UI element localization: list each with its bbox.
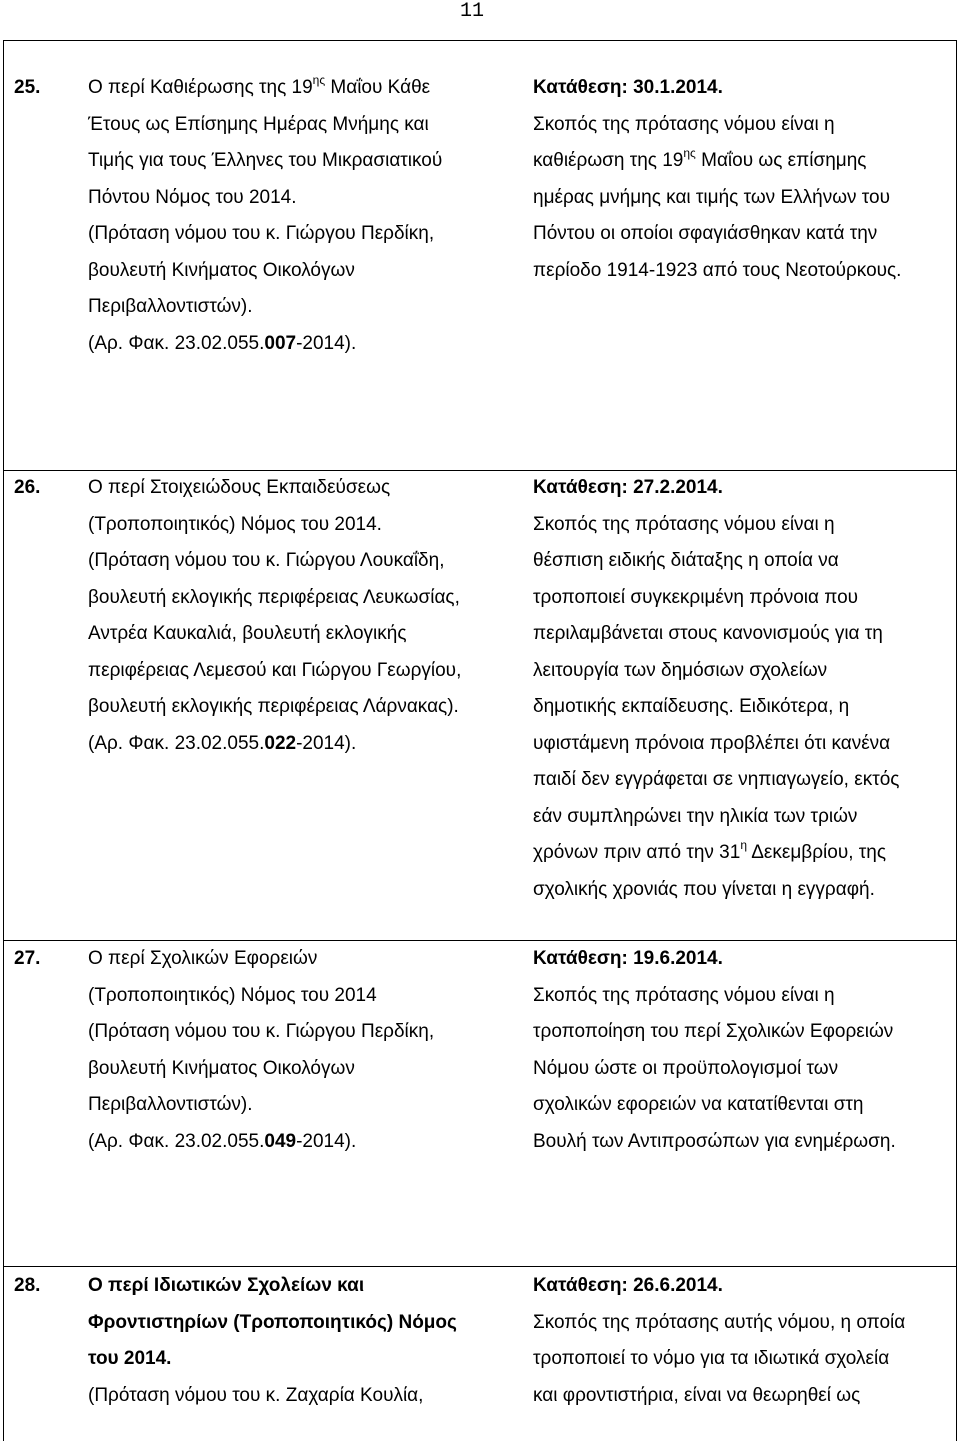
- bill-title-line: (Τροποποιητικός) Νόμος του 2014: [88, 984, 377, 1006]
- bill-title-line: Ο περί Ιδιωτικών Σχολείων και: [88, 1275, 365, 1296]
- bill-title-line: Έτους ως Επίσημης Ημέρας Μνήμης και: [88, 113, 429, 135]
- bill-title-line: (Τροποποιητικός) Νόμος του 2014.: [88, 513, 382, 535]
- proposer-line: Περιβαλλοντιστών).: [88, 296, 253, 317]
- purpose-line: Βουλή των Αντιπροσώπων για ενημέρωση.: [533, 1130, 896, 1152]
- purpose-line: Σκοπός της πρότασης νόμου είναι η: [533, 513, 835, 535]
- purpose-line: λειτουργία των δημόσιων σχολείων: [533, 659, 828, 681]
- page-number: 11: [460, 0, 485, 23]
- bill-title-line: Ο περί Σχολικών Εφορειών: [88, 948, 318, 969]
- filing-date: Κατάθεση: 19.6.2014.: [533, 948, 723, 969]
- proposer-line: (Πρόταση νόμου του κ. Ζαχαρία Κουλία,: [88, 1384, 424, 1406]
- file-reference: (Αρ. Φακ. 23.02.055.022-2014).: [88, 732, 357, 754]
- purpose-line: Νόμου ώστε οι προϋπολογισμοί των: [533, 1057, 839, 1079]
- row-divider: [3, 1266, 957, 1267]
- bill-details: [533, 470, 953, 908]
- bill-details: [533, 70, 953, 289]
- purpose-line: δημοτικής εκπαίδευσης. Ειδικότερα, η: [533, 696, 850, 717]
- proposer-line: (Πρόταση νόμου του κ. Γιώργου Περδίκη,: [88, 1021, 435, 1042]
- purpose-line: θέσπιση ειδικής διάταξης η οποία να: [533, 550, 839, 571]
- bill-details: [533, 1268, 953, 1414]
- purpose-line: περιλαμβάνεται στους κανονισμούς για τη: [533, 623, 883, 644]
- purpose-line: Σκοπός της πρότασης νόμου είναι η: [533, 113, 835, 135]
- purpose-line: υφιστάμενη πρόνοια προβλέπει ότι κανένα: [533, 732, 891, 754]
- bill-title-line: του 2014.: [88, 1348, 172, 1369]
- bill-description: [88, 470, 508, 762]
- purpose-line: εάν συμπληρώνει την ηλικία των τριών: [533, 805, 858, 827]
- proposer-line: περιφέρειας Λεμεσού και Γιώργου Γεωργίου,: [88, 659, 462, 681]
- entry-number: 27.: [14, 948, 41, 969]
- proposer-line: βουλευτή εκλογικής περιφέρειας Λευκωσίας,: [88, 586, 460, 608]
- filing-date: Κατάθεση: 27.2.2014.: [533, 477, 723, 498]
- bill-title-line: Ο περί Στοιχειώδους Εκπαιδεύσεως: [88, 477, 391, 498]
- proposer-line: βουλευτή Κινήματος Οικολόγων: [88, 1057, 355, 1079]
- purpose-line: περίοδο 1914-1923 από τους Νεοτούρκους.: [533, 259, 902, 281]
- purpose-line: και φροντιστήρια, είναι να θεωρηθεί ως: [533, 1384, 861, 1406]
- purpose-line: χρόνων πριν από την $31^\eta$ Δεκεμβρίου, της: [533, 837, 887, 863]
- purpose-line: καθιέρωση της $19^{\eta\varsigma}$ Μαΐου ως επίσημης: [533, 145, 867, 171]
- purpose-line: Σκοπός της πρότασης νόμου είναι η: [533, 984, 835, 1006]
- bill-description: [88, 70, 508, 362]
- proposer-line: Περιβαλλοντιστών).: [88, 1094, 253, 1115]
- entry-number: 25.: [14, 77, 41, 98]
- bill-title-line: Ο περί Καθιέρωσης της $19^{\eta\varsigma}$ Μαΐου Κάθε: [88, 72, 431, 98]
- proposer-line: βουλευτή Κινήματος Οικολόγων: [88, 259, 355, 281]
- purpose-line: τροποποιεί συγκεκριμένη πρόνοια που: [533, 586, 859, 608]
- filing-date: Κατάθεση: 30.1.2014.: [533, 77, 723, 98]
- proposer-line: (Πρόταση νόμου του κ. Γιώργου Λουκαΐδη,: [88, 550, 445, 571]
- purpose-line: παιδί δεν εγγράφεται σε νηπιαγωγείο, εκτός: [533, 769, 900, 790]
- bill-details: [533, 941, 953, 1160]
- filing-date: Κατάθεση: 26.6.2014.: [533, 1275, 723, 1296]
- purpose-line: σχολικής χρονιάς που γίνεται η εγγραφή.: [533, 878, 875, 900]
- proposer-line: βουλευτή εκλογικής περιφέρειας Λάρνακας).: [88, 696, 459, 717]
- entry-number: 28.: [14, 1275, 41, 1296]
- file-reference: (Αρ. Φακ. 23.02.055.049-2014).: [88, 1130, 357, 1152]
- purpose-line: σχολικών εφορειών να κατατίθενται στη: [533, 1094, 864, 1115]
- bill-title-line: Φροντιστηρίων (Τροποποιητικός) Νόμος: [88, 1311, 457, 1333]
- proposer-line: Αντρέα Καυκαλιά, βουλευτή εκλογικής: [88, 623, 407, 644]
- proposer-line: (Πρόταση νόμου του κ. Γιώργου Περδίκη,: [88, 223, 435, 244]
- entry-number: 26.: [14, 477, 41, 498]
- bill-description: [88, 941, 508, 1160]
- purpose-line: ημέρας μνήμης και τιμής των Ελλήνων του: [533, 186, 891, 208]
- bill-description: [88, 1268, 508, 1414]
- purpose-line: Πόντου οι οποίοι σφαγιάσθηκαν κατά την: [533, 223, 878, 244]
- purpose-line: τροποποίηση του περί Σχολικών Εφορειών: [533, 1021, 894, 1042]
- bill-title-line: Τιμής για τους Έλληνες του Μικρασιατικού: [88, 150, 443, 171]
- purpose-line: Σκοπός της πρότασης αυτής νόμου, η οποία: [533, 1311, 906, 1333]
- file-reference: (Αρ. Φακ. 23.02.055.007-2014).: [88, 332, 357, 354]
- purpose-line: τροποποιεί το νόμο για τα ιδιωτικά σχολεία: [533, 1348, 890, 1369]
- bill-title-line: Πόντου Νόμος του 2014.: [88, 186, 297, 208]
